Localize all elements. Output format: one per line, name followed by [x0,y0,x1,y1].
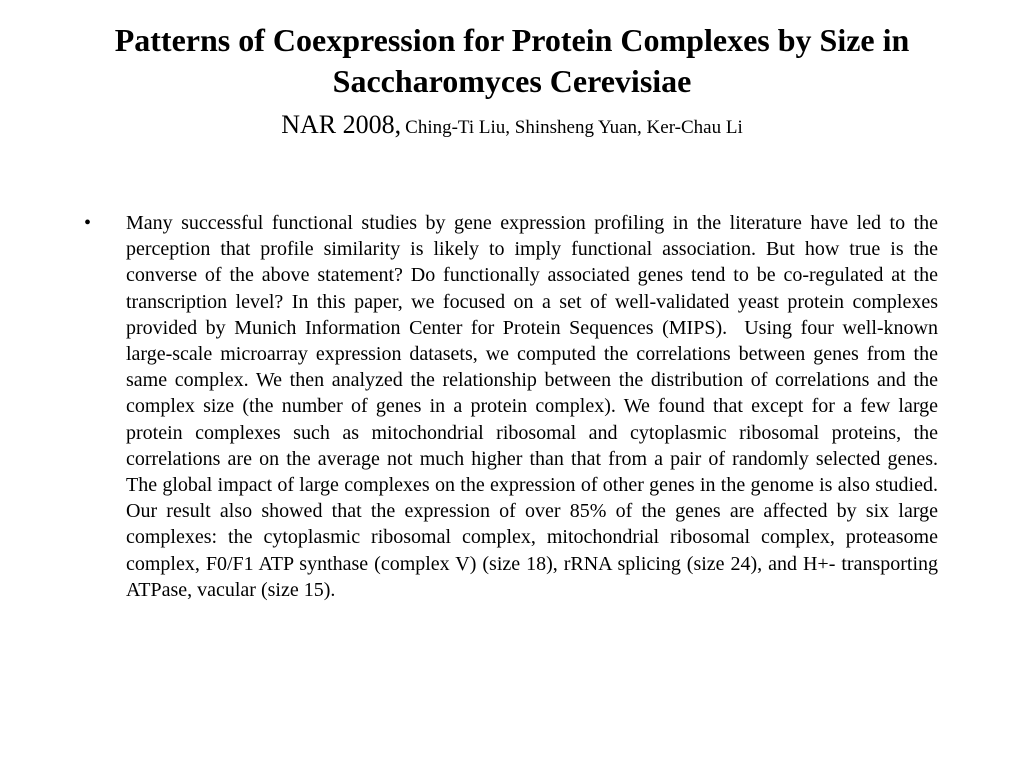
citation-line [40,110,984,144]
author-list: Ching-Ti Liu, Shinsheng Yuan, Ker-Chau Li [405,117,743,138]
bullet-list-item [84,210,948,603]
abstract-paragraph: Many successful functional studies by gene expression profiling in the literature have led to the perception that profile similarity is likely to imply functional association. But how true is the converse of the above statement? Do functionally associated genes tend to be co-regulated at the transcription level? In this paper, we focused on a set of well-validated yeast protein complexes provided by Munich Information Center for Protein Sequences (MIPS). Using four well-known large-scale microarray expression datasets, we computed the correlations between genes from the same complex. We then analyzed the relationship between the distribution of correlations and the complex size (the number of genes in a protein complex). We found that except for a few large protein complexes such as mitochondrial ribosomal and cytoplasmic ribosomal proteins, the correlations are on the average not much higher than that from a pair of randomly selected genes. The global impact of large complexes on the expression of other genes in the genome is also studied. Our result also showed that the expression of over 85% of the genes are affected by six large complexes: the cytoplasmic ribosomal complex, mitochondrial ribosomal complex, proteasome complex, F0/F1 ATP synthase (complex V) (size 18), rRNA splicing (size 24), and H+- transporting ATPase, vacular (size 15). [126,212,948,601]
bullet-point-icon: • [84,212,92,234]
slide-title: Patterns of Coexpression for Protein Complexes by Size in Saccharomyces Cerevisiae [114,22,910,99]
title-block [40,20,984,144]
publication-venue: NAR 2008, [281,110,402,139]
slide-body [84,210,948,603]
